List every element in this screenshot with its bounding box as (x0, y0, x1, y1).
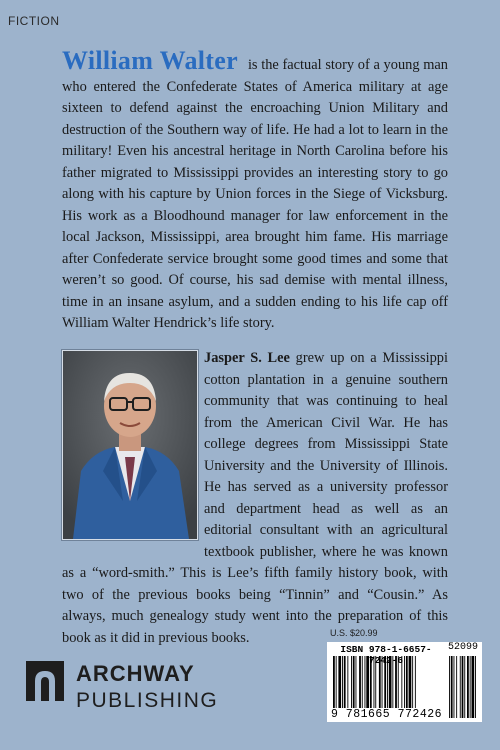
author-name: Jasper S. Lee (204, 350, 290, 366)
price-addon-code: 52099 (447, 642, 478, 653)
genre-label: FICTION (8, 14, 60, 28)
isbn-number: ISBN 978-1-6657-7242-6 (340, 644, 432, 666)
price: U.S. $20.99 (330, 628, 378, 638)
barcode-digits: 9 781665 772426 (331, 708, 443, 721)
blurb-text: is the factual story of a young man who entered the Confederate States of America military at age sixteen to defend against the encroaching Union Military and destruction of the Southern way of life. He had a lot to learn in the military! Even his ancestral heritage in North Carolina before his father migrated to Mississippi provides an interesting story to go along with his capture by Union forces in the Siege of Vicksburg. His work as a Bloodhound manager for law enforcement in the local Jackson, Mississippi, area brought him fame. His marriage after Confederate service brought some good times and some that weren’t so good. Of course, his sad demise with mental illness, time in an insane asylum, and a sudden ending to his life cap off William Walter Hendrick’s life story. (62, 57, 448, 331)
publisher-logo (26, 661, 246, 719)
author-photo (62, 350, 198, 540)
archway-icon (26, 661, 64, 701)
publisher-name-line2: PUBLISHING (76, 689, 219, 712)
author-bio-text: grew up on a Mississippi cotton plantation in a genuine southern community that was continuing to heal from the American Civil War. He has college degrees from Mississippi State University and the University of Illinois. He has served as a university professor and department head as well as an editorial consultant with an agricultural textbook publisher, where he was known as a “word-smith.” This is Lee’s fifth family history book, with two of the previous books being “Tinnin” and “Cousin.” As always, much genealogy study went into the preparation of this book as it did in previous books. (62, 350, 448, 646)
book-title: William Walter (62, 46, 238, 75)
publisher-name-line1: ARCHWAY (76, 661, 195, 686)
isbn-barcode (327, 642, 482, 722)
book-blurb (62, 46, 448, 335)
